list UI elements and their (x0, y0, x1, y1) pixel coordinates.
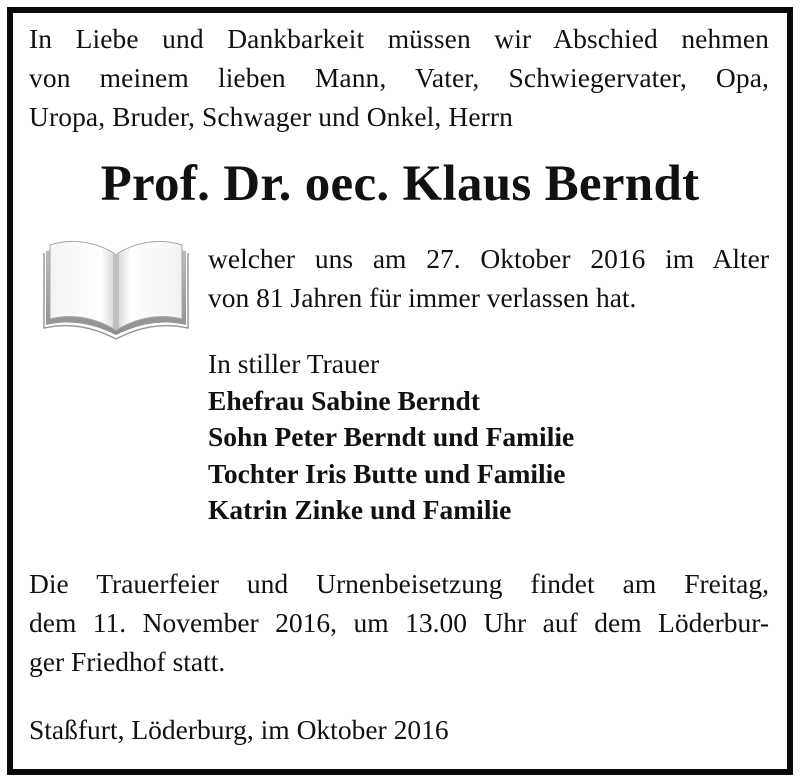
funeral-line: dem 11. November 2016, um 13.00 Uhr auf dem Löderbur- (29, 607, 769, 638)
death-notice (208, 239, 769, 317)
mourner-name: Tochter Iris Butte und Familie (208, 457, 566, 489)
funeral-info (29, 564, 769, 681)
intro-line: Uropa, Bruder, Schwager und Onkel, Herrn (29, 101, 514, 132)
deceased-name: Prof. Dr. oec. Klaus Berndt (100, 156, 700, 212)
mourners-lead: In stiller Trauer (208, 348, 380, 379)
mourner-name: Sohn Peter Berndt und Familie (208, 421, 575, 452)
intro-line: von meinem lieben Mann, Vater, Schwiegervater, Opa, (29, 62, 769, 93)
funeral-line: ger Friedhof statt. (29, 646, 226, 677)
intro-text (29, 19, 769, 136)
intro-line: In Liebe und Dankbarkeit müssen wir Abschied nehmen (29, 23, 769, 54)
place-and-date: Staßfurt, Löderburg, im Oktober 2016 (29, 714, 449, 745)
death-notice-line: welcher uns am 27. Oktober 2016 im Alter (208, 243, 769, 274)
mourner-name: Ehefrau Sabine Berndt (208, 384, 480, 416)
open-book-icon (40, 233, 192, 341)
death-notice-line: von 81 Jahren für immer verlassen hat. (208, 282, 637, 313)
funeral-line: Die Trauerfeier und Urnenbeisetzung findet am Freitag, (29, 568, 769, 599)
mourner-name: Katrin Zinke und Familie (208, 494, 512, 525)
mourners-list (208, 346, 574, 529)
